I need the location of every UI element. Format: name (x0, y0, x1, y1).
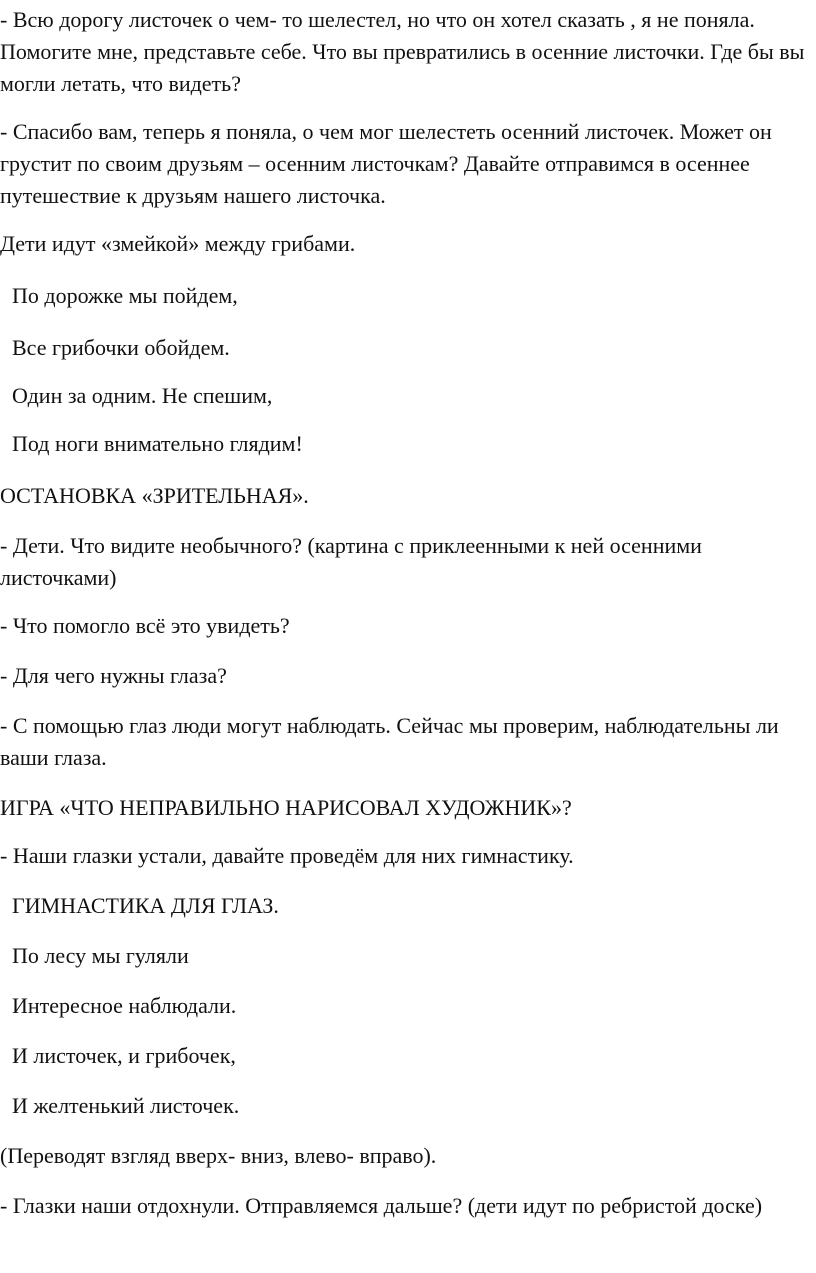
paragraph-eyes-tired: - Наши глазки устали, давайте проведём для них гимнастику. (0, 843, 574, 868)
paragraph-children-walk: Дети идут «змейкой» между грибами. (0, 231, 356, 256)
paragraph-intro-question: - Всю дорогу листочек о чем- то шелестел, но что он хотел сказать , я не поняла. Помогите мне, представьте себе. Что вы превратились в осенние листочки. Где бы вы могли летать, что видеть? (0, 7, 805, 96)
gymnastics-line-1: По лесу мы гуляли (12, 943, 189, 968)
poem-line-2: Все грибочки обойдем. (12, 335, 230, 360)
poem-line-3: Один за одним. Не спешим, (12, 383, 273, 408)
paragraph-why-eyes: - Для чего нужны глаза? (0, 663, 227, 688)
section-heading-game: ИГРА «ЧТО НЕПРАВИЛЬНО НАРИСОВАЛ ХУДОЖНИК»? (0, 795, 572, 820)
paragraph-eyes-rested: - Глазки наши отдохнули. Отправляемся дальше? (дети идут по ребристой доске) (0, 1193, 763, 1218)
gymnastics-line-3: И листочек, и грибочек, (12, 1043, 236, 1068)
section-heading-eye-gymnastics: ГИМНАСТИКА ДЛЯ ГЛАЗ. (12, 893, 279, 918)
paragraph-what-helped: - Что помогло всё это увидеть? (0, 613, 290, 638)
poem-line-4: Под ноги внимательно глядим! (12, 431, 303, 456)
gymnastics-line-2: Интересное наблюдали. (12, 993, 237, 1018)
section-heading-visual-stop: ОСТАНОВКА «ЗРИТЕЛЬНАЯ». (0, 483, 309, 508)
poem-line-1: По дорожке мы пойдем, (12, 283, 238, 308)
paragraph-eyes-observe: - С помощью глаз люди могут наблюдать. Сейчас мы проверим, наблюдательны ли ваши глаза. (0, 713, 779, 770)
paragraph-thanks: - Спасибо вам, теперь я поняла, о чем мог шелестеть осенний листочек. Может он грустит по своим друзьям – осенним листочкам? Давайте отправимся в осеннее путешествие к друзьям нашего листочка. (0, 119, 772, 208)
paragraph-eye-directions: (Переводят взгляд вверх- вниз, влево- вправо). (0, 1143, 437, 1168)
gymnastics-line-4: И желтенький листочек. (12, 1093, 240, 1118)
paragraph-children-see: - Дети. Что видите необычного? (картина с приклеенными к ней осенними листочками) (0, 533, 702, 590)
